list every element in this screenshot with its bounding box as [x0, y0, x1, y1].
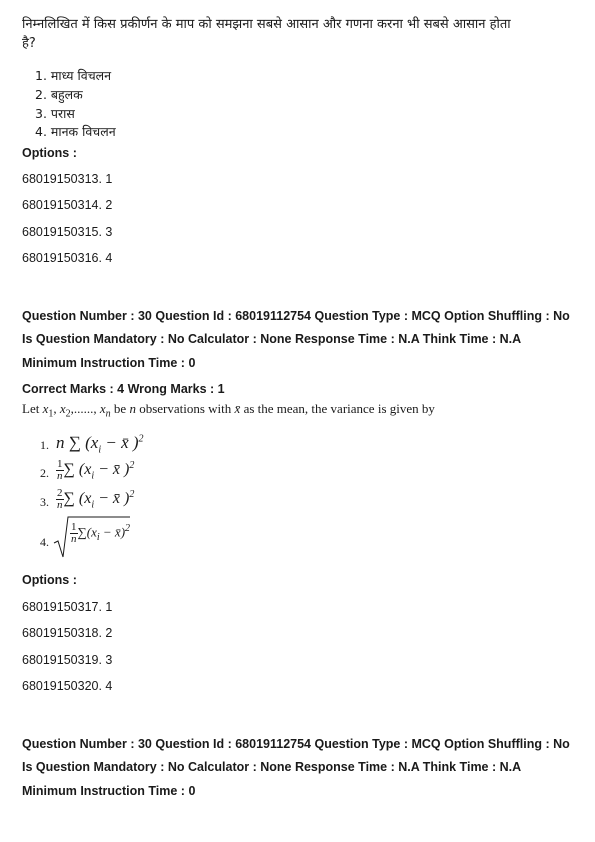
choice-label: 4.	[40, 535, 49, 549]
formula-choice-1: n ∑ ($x_i$ − x̄ )$^2$	[56, 433, 144, 456]
question-meta-line-3: Minimum Instruction Time : 0	[22, 784, 196, 798]
question-meta-line-2: Is Question Mandatory : No Calculator : None Response Time : N.A Think Time : N.A	[22, 760, 522, 774]
choice-3: 3. परास	[35, 106, 75, 121]
option-item: 68019150320. 4	[22, 679, 113, 693]
options-label: Options :	[22, 573, 77, 587]
question-meta-line-1: Question Number : 30 Question Id : 68019112754 Question Type : MCQ Option Shuffling : No	[22, 309, 570, 323]
question-text-line-2: है?	[22, 36, 36, 51]
option-item: 68019150313. 1	[22, 172, 113, 186]
option-item: 68019150314. 2	[22, 198, 113, 212]
choice-label: 3.	[40, 495, 49, 509]
formula-choice-2: $\frac{1}{n}$ ∑ ($x_i$ − x̄ )$^2$	[57, 458, 135, 482]
option-item: 68019150316. 4	[22, 251, 113, 265]
option-item: 68019150319. 3	[22, 653, 113, 667]
choice-label: 1.	[40, 438, 49, 452]
question-meta-line-2: Is Question Mandatory : No Calculator : None Response Time : N.A Think Time : N.A	[22, 332, 522, 346]
question-stem: Let $x_1$, $x_2$,......, $x_n$ be n observations with x̄ as the mean, the variance is given by	[22, 401, 435, 420]
options-label: Options :	[22, 146, 77, 160]
question-text-line-1: निम्नलिखित में किस प्रकीर्णन के माप को समझना सबसे आसान और गणना करना भी सबसे आसान होता	[22, 17, 511, 32]
question-meta-line-1: Question Number : 30 Question Id : 68019112754 Question Type : MCQ Option Shuffling : No	[22, 737, 570, 751]
choice-1: 1. माध्य विचलन	[35, 68, 112, 83]
option-item: 68019150318. 2	[22, 626, 113, 640]
option-item: 68019150317. 1	[22, 600, 113, 614]
choice-2: 2. बहुलक	[35, 87, 83, 102]
question-meta-line-3: Minimum Instruction Time : 0	[22, 356, 196, 370]
choice-label: 2.	[40, 466, 49, 480]
formula-choice-3: $\frac{2}{n}$ ∑ ($x_i$ − x̄ )$^2$	[57, 487, 135, 511]
formula-choice-4: $\frac{1}{n}$ $\sum(x_i$ − x̄)$^2$	[71, 521, 131, 545]
option-item: 68019150315. 3	[22, 225, 113, 239]
choice-4: 4. मानक विचलन	[35, 124, 116, 139]
marks-line: Correct Marks : 4 Wrong Marks : 1	[22, 382, 225, 396]
